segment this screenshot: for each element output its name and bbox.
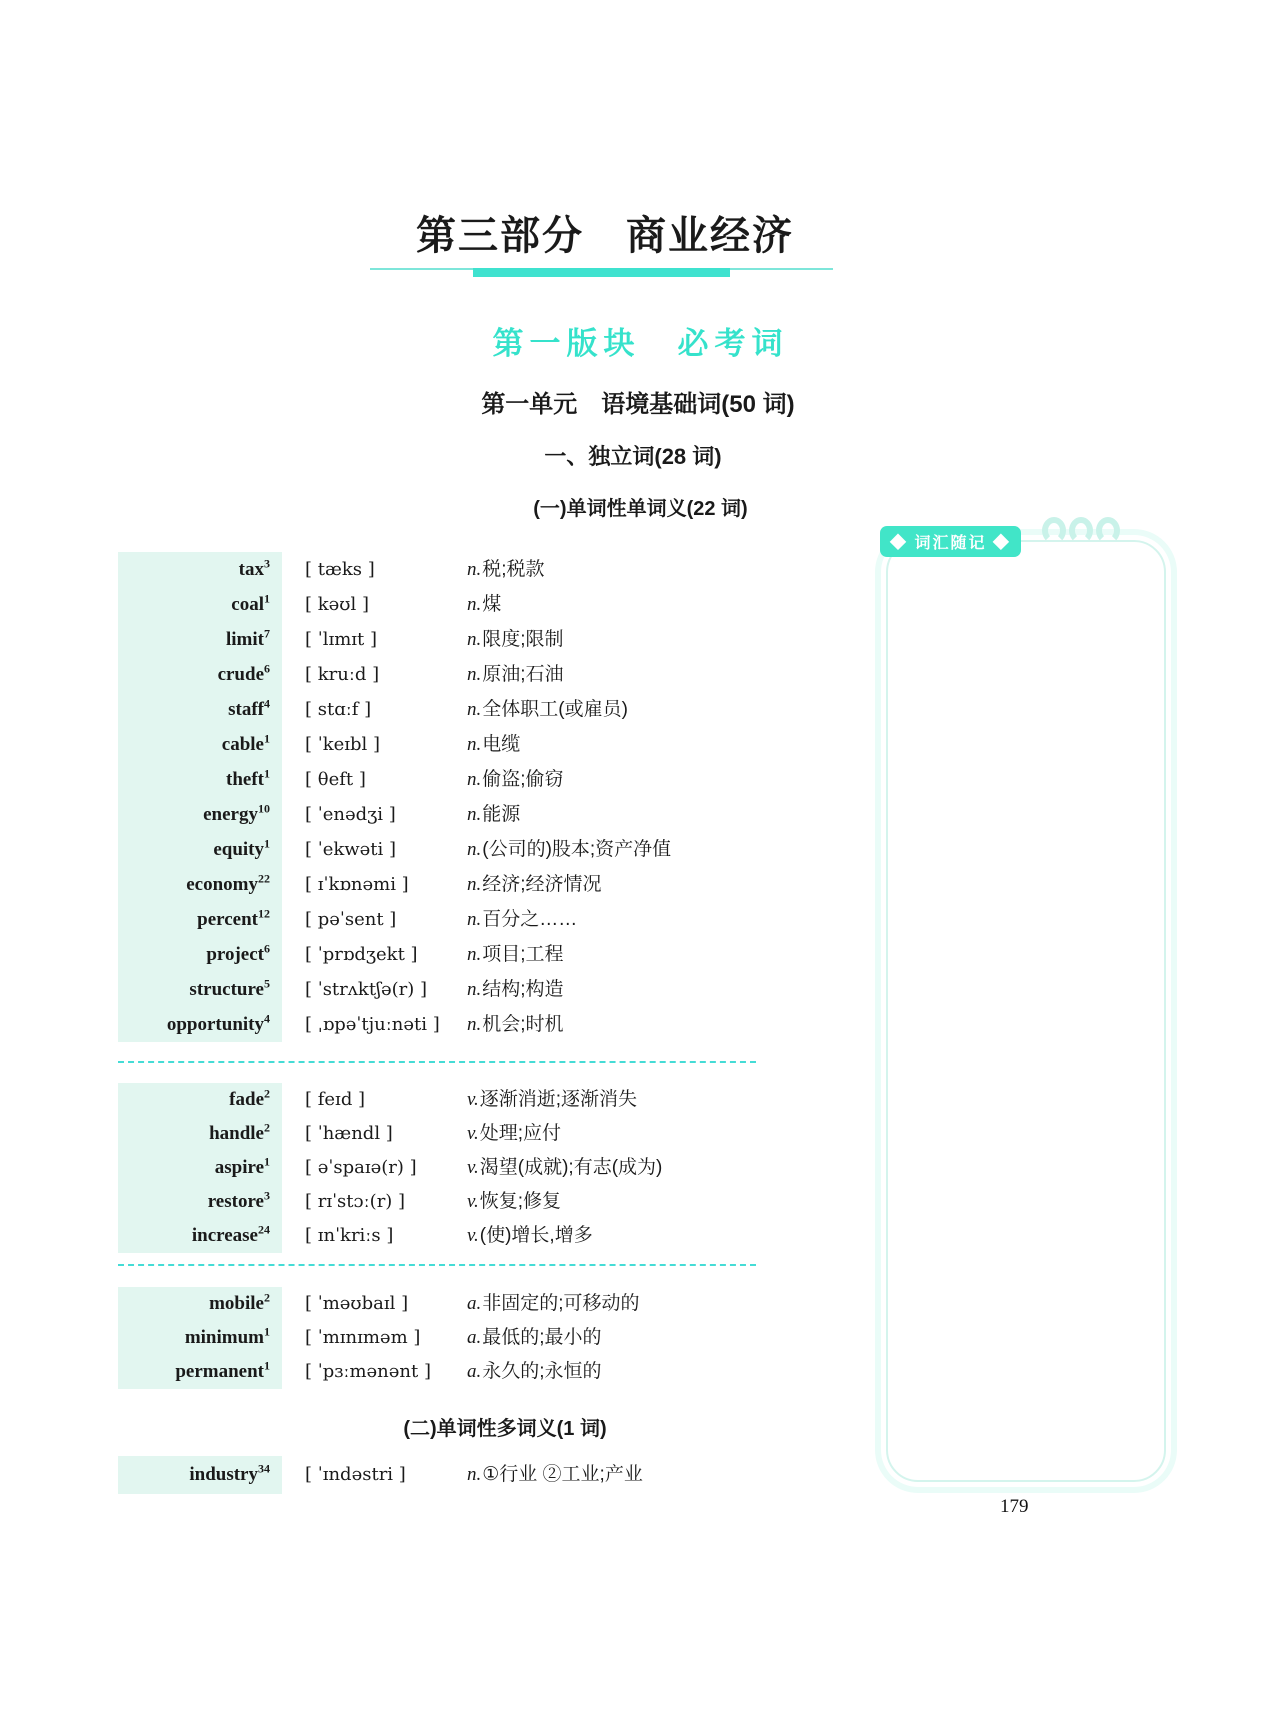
word-text: energy$^{10}$ (203, 801, 270, 825)
word-row (118, 1321, 778, 1355)
word-meaning: n.能源 (467, 804, 521, 825)
word-text: fade$^2$ (229, 1086, 270, 1110)
word-meaning: v.渴望(成就);有志(成为) (467, 1157, 663, 1178)
word-text: structure$^5$ (189, 976, 270, 1000)
word-text: handle$^2$ (209, 1120, 270, 1144)
word-row (118, 1185, 778, 1219)
word-phonetic: [ ɪnˈkriːs ] (305, 1225, 394, 1246)
word-phonetic: [ kruːd ] (305, 664, 380, 685)
word-row (118, 1151, 778, 1185)
word-meaning: n.偷盗;偷窃 (467, 769, 564, 790)
word-phonetic: [ ˈɪndəstri ] (305, 1464, 406, 1485)
word-phonetic: [ ˈekwəti ] (305, 839, 397, 860)
word-row (118, 762, 778, 797)
word-meaning: n.税;税款 (467, 559, 545, 580)
word-row (118, 867, 778, 902)
word-phonetic: [ ˈstrʌktʃə(r) ] (305, 979, 428, 1000)
word-phonetic: [ feɪd ] (305, 1089, 366, 1110)
word-frequency-superscript: 2 (264, 1290, 270, 1305)
word-frequency-superscript: 3 (264, 556, 270, 571)
word-row (118, 1287, 778, 1321)
word-group-verbs (118, 1083, 778, 1253)
word-frequency-superscript: 1 (264, 731, 270, 746)
word-phonetic: [ ˈprɒdʒekt ] (305, 944, 418, 965)
word-meaning: n.电缆 (467, 734, 521, 755)
word-phonetic: [ θeft ] (305, 769, 366, 790)
word-row (118, 657, 778, 692)
word-text: equity$^1$ (213, 836, 270, 860)
word-phonetic: [ əˈspaɪə(r) ] (305, 1157, 417, 1178)
word-frequency-superscript: 5 (264, 976, 270, 991)
part-title: 第三部分 商业经济 (416, 213, 794, 258)
word-frequency-superscript: 34 (258, 1461, 270, 1476)
section-divider (118, 1061, 756, 1063)
word-row (118, 1219, 778, 1253)
word-frequency-superscript: 22 (258, 871, 270, 886)
word-meaning: n.机会;时机 (467, 1014, 564, 1035)
word-meaning: v.逐渐消逝;逐渐消失 (467, 1089, 638, 1110)
word-meaning: n.(公司的)股本;资产净值 (467, 839, 672, 860)
word-phonetic: [ ˈlɪmɪt ] (305, 629, 378, 650)
word-meaning: n.煤 (467, 594, 502, 615)
word-row (118, 1355, 778, 1389)
word-text: industry$^{34}$ (189, 1461, 270, 1485)
word-text: theft$^1$ (226, 766, 270, 790)
word-row (118, 1083, 778, 1117)
vocab-notes-badge: ◆ 词汇随记 ◆ (880, 526, 1021, 557)
word-meaning: n.结构;构造 (467, 979, 564, 1000)
word-frequency-superscript: 12 (258, 906, 270, 921)
word-frequency-superscript: 6 (264, 941, 270, 956)
page-number: 179 (1000, 1496, 1029, 1517)
word-group-polysemous (118, 1456, 778, 1494)
word-frequency-superscript: 1 (264, 1324, 270, 1339)
group-title: 一、独立词(28 词) (544, 444, 722, 469)
word-row (118, 972, 778, 1007)
word-phonetic: [ ˈhændl ] (305, 1123, 393, 1144)
section-divider (118, 1264, 756, 1266)
word-frequency-superscript: 1 (264, 591, 270, 606)
word-meaning: n.项目;工程 (467, 944, 564, 965)
unit-title: 第一单元 语境基础词(50 词) (481, 391, 795, 418)
word-text: cable$^1$ (221, 731, 270, 755)
word-text: permanent$^1$ (175, 1358, 270, 1382)
word-frequency-superscript: 1 (264, 766, 270, 781)
word-text: opportunity$^4$ (166, 1011, 270, 1035)
word-phonetic: [ stɑːf ] (305, 699, 372, 720)
word-text: increase$^{24}$ (191, 1222, 270, 1246)
word-meaning: n.原油;石油 (467, 664, 564, 685)
binder-ring-icon (1042, 517, 1066, 544)
word-phonetic: [ ˈkeɪbl ] (305, 734, 381, 755)
word-phonetic: [ ˈenədʒi ] (305, 804, 396, 825)
word-text: crude$^6$ (217, 661, 270, 685)
word-meaning: a.永久的;永恒的 (467, 1361, 602, 1382)
word-meaning: v.(使)增长,增多 (467, 1225, 593, 1246)
word-text: project$^6$ (206, 941, 270, 965)
word-meaning: v.恢复;修复 (467, 1191, 562, 1212)
word-phonetic: [ tæks ] (305, 559, 375, 580)
vocab-notes-box (886, 540, 1166, 1482)
word-text: aspire$^1$ (214, 1154, 270, 1178)
word-phonetic: [ ɪˈkɒnəmi ] (305, 874, 409, 895)
word-frequency-superscript: 10 (258, 801, 270, 816)
word-text: coal$^1$ (231, 591, 270, 615)
word-text: limit$^7$ (226, 626, 270, 650)
word-meaning: n.百分之…… (467, 909, 578, 930)
word-row (118, 587, 778, 622)
binder-ring-icon (1069, 517, 1093, 544)
word-row (118, 692, 778, 727)
word-frequency-superscript: 1 (264, 836, 270, 851)
word-meaning: v.处理;应付 (467, 1123, 562, 1144)
word-frequency-superscript: 1 (264, 1358, 270, 1373)
word-frequency-superscript: 3 (264, 1188, 270, 1203)
word-phonetic: [ rɪˈstɔː(r) ] (305, 1191, 406, 1212)
word-group-adjectives (118, 1287, 778, 1389)
word-text: staff$^4$ (228, 696, 270, 720)
word-text: tax$^3$ (238, 556, 270, 580)
word-frequency-superscript: 2 (264, 1086, 270, 1101)
word-frequency-superscript: 6 (264, 661, 270, 676)
word-phonetic: [ ˈpɜːmənənt ] (305, 1361, 431, 1382)
subgroup1-title: (一)单词性单词义(22 词) (533, 498, 748, 520)
word-frequency-superscript: 2 (264, 1120, 270, 1135)
word-meaning: n.①行业 ②工业;产业 (467, 1464, 643, 1485)
title-underline-thick (473, 268, 730, 277)
word-row (118, 1007, 778, 1042)
word-phonetic: [ ˈmɪnɪməm ] (305, 1327, 421, 1348)
word-frequency-superscript: 7 (264, 626, 270, 641)
word-text: minimum$^1$ (184, 1324, 270, 1348)
word-phonetic: [ ˌɒpəˈtjuːnəti ] (305, 1014, 440, 1035)
binder-ring-icon (1096, 517, 1120, 544)
word-frequency-superscript: 1 (264, 1154, 270, 1169)
word-group-nouns (118, 552, 778, 1042)
word-frequency-superscript: 4 (264, 696, 270, 711)
word-row (118, 552, 778, 587)
word-frequency-superscript: 4 (264, 1011, 270, 1026)
word-frequency-superscript: 24 (258, 1222, 270, 1237)
word-row (118, 622, 778, 657)
word-row (118, 727, 778, 762)
word-meaning: a.非固定的;可移动的 (467, 1293, 640, 1314)
word-text: economy$^{22}$ (186, 871, 270, 895)
word-text: percent$^{12}$ (197, 906, 270, 930)
subgroup2-title: (二)单词性多词义(1 词) (403, 1418, 607, 1440)
word-meaning: n.经济;经济情况 (467, 874, 602, 895)
word-phonetic: [ pəˈsent ] (305, 909, 397, 930)
word-row (118, 937, 778, 972)
word-meaning: n.全体职工(或雇员) (467, 699, 628, 720)
word-row (118, 797, 778, 832)
word-meaning: n.限度;限制 (467, 629, 564, 650)
word-text: restore$^3$ (207, 1188, 270, 1212)
word-phonetic: [ ˈməʊbaɪl ] (305, 1293, 409, 1314)
word-row (118, 832, 778, 867)
word-phonetic: [ kəʊl ] (305, 594, 369, 615)
word-text: mobile$^2$ (209, 1290, 270, 1314)
word-meaning: a.最低的;最小的 (467, 1327, 602, 1348)
block-title: 第一版块 必考词 (492, 326, 789, 361)
word-row (118, 1456, 778, 1494)
word-row (118, 902, 778, 937)
word-row (118, 1117, 778, 1151)
